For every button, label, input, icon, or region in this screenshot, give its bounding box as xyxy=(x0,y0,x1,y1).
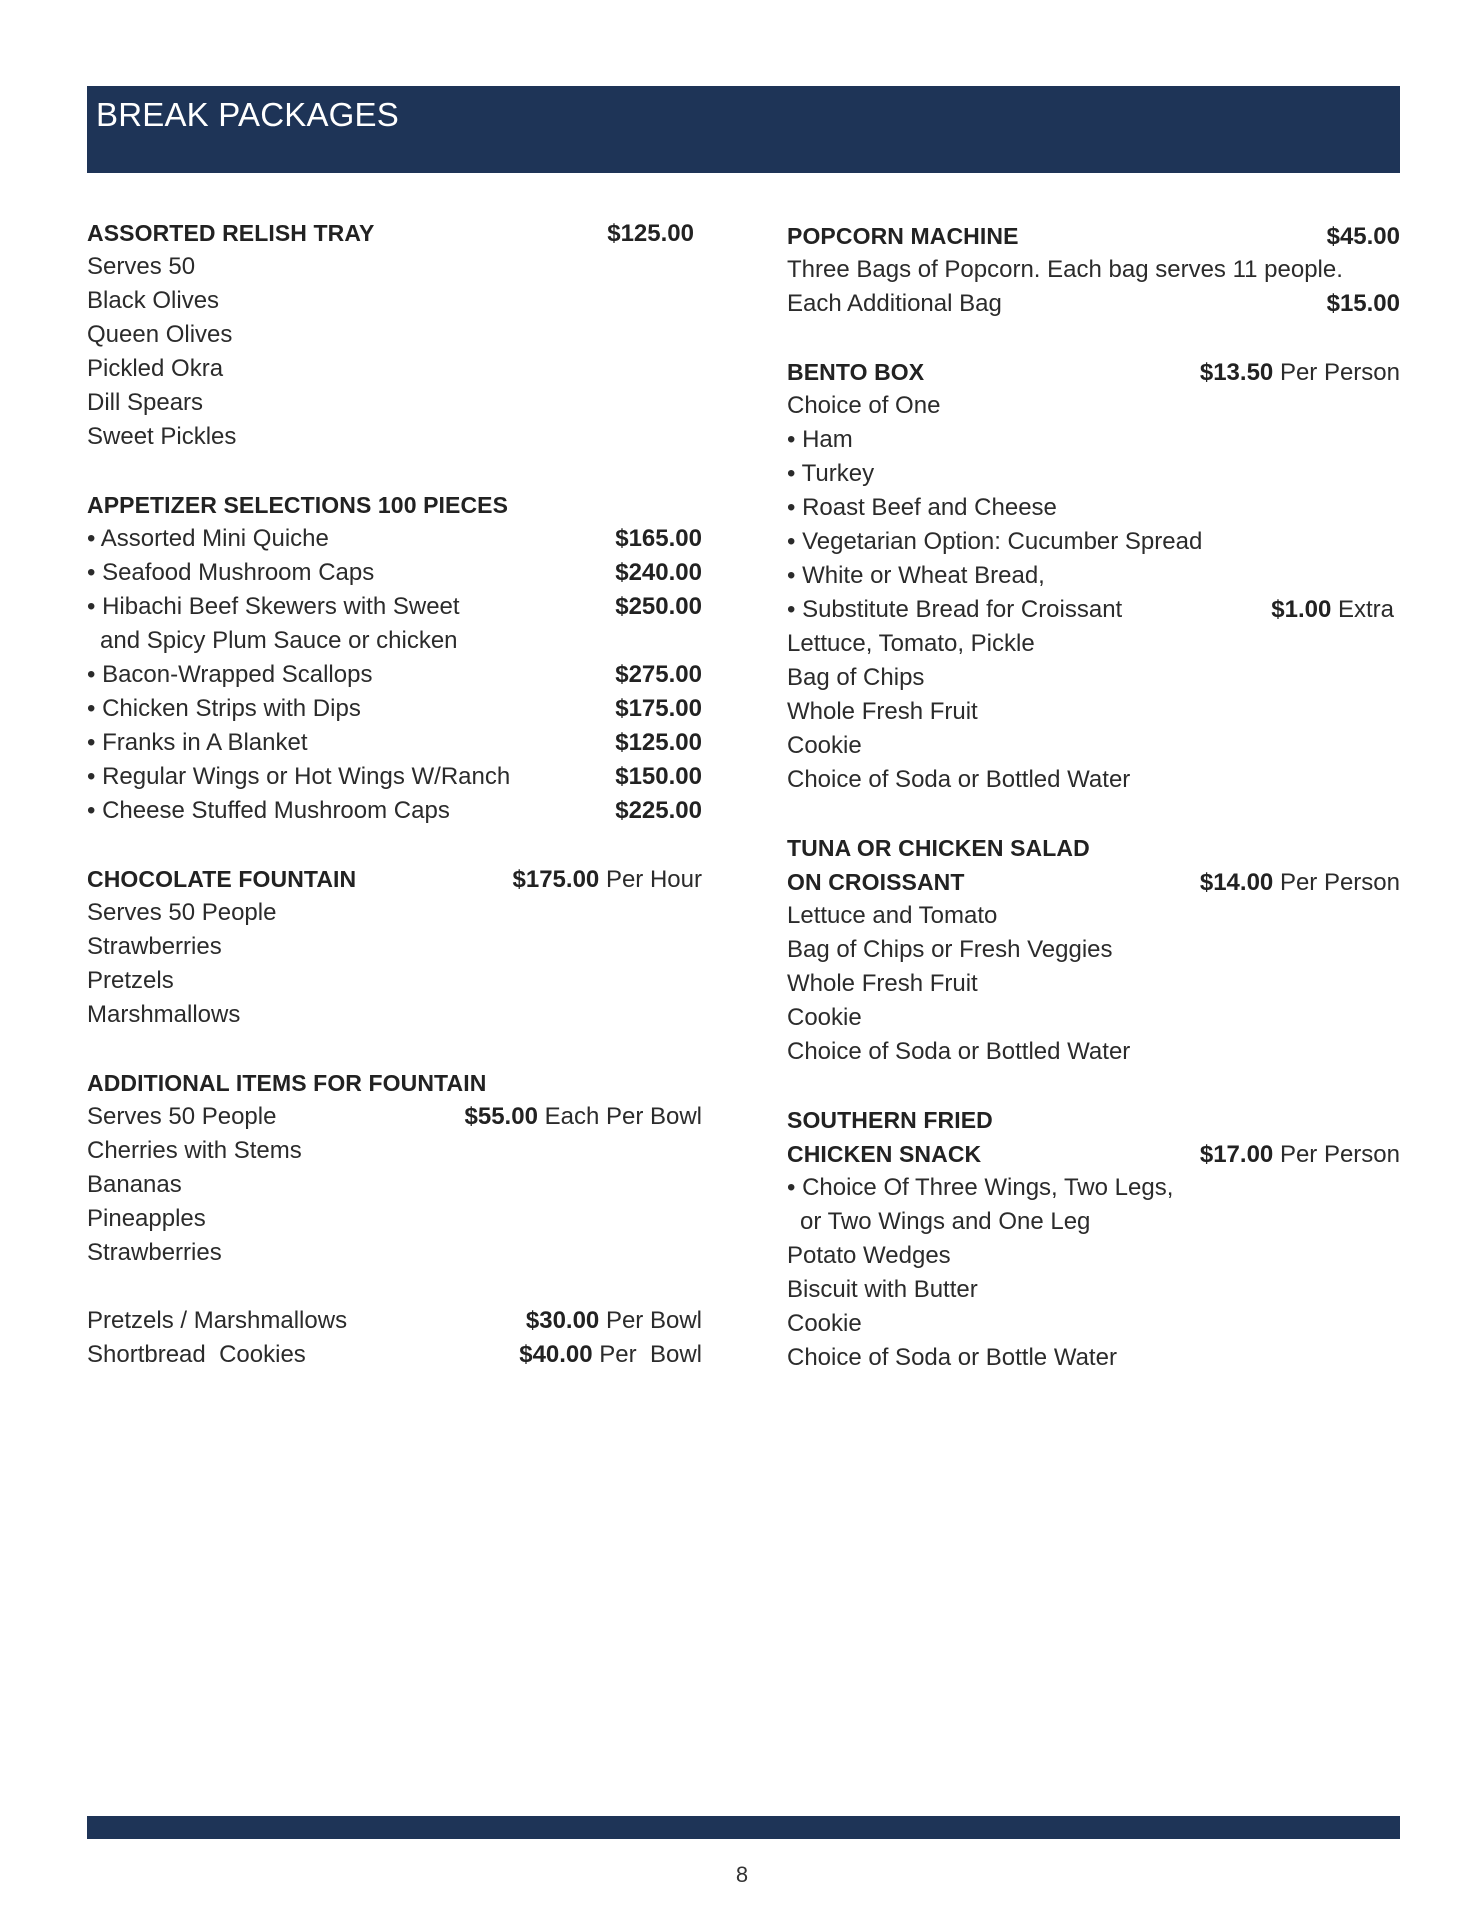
list-item: Cookie xyxy=(787,732,862,759)
extra-unit: Per Bowl xyxy=(599,1341,702,1368)
tuna-unit: Per Person xyxy=(1279,869,1400,896)
list-item: Serves 50 People xyxy=(87,899,277,926)
extra-price: $40.00 xyxy=(519,1341,593,1368)
popcorn-title: POPCORN MACHINE xyxy=(787,223,1019,249)
header-bar xyxy=(87,86,1400,173)
appetizer-row xyxy=(87,556,702,590)
bento-substitute-unit: Extra xyxy=(1337,596,1394,623)
list-item: • Ham xyxy=(787,426,853,453)
footer-bar xyxy=(87,1816,1400,1839)
bento-intro: Choice of One xyxy=(787,392,941,419)
list-item: Choice of Soda or Bottled Water xyxy=(787,766,1131,793)
appetizer-row xyxy=(87,760,702,794)
section-chocolate-fountain xyxy=(87,862,702,1032)
extra-price: $30.00 xyxy=(525,1307,600,1334)
section-relish-tray xyxy=(87,216,702,454)
list-item: • Vegetarian Option: Cucumber Spread xyxy=(787,528,1203,555)
additional-unit: Each Per Bowl xyxy=(544,1103,702,1130)
appetizer-row xyxy=(87,658,702,692)
list-item: • White or Wheat Bread, xyxy=(787,562,1045,589)
popcorn-extra-row xyxy=(787,287,1400,321)
list-item: Potato Wedges xyxy=(787,1242,951,1269)
list-item-continuation: or Two Wings and One Leg xyxy=(800,1208,1091,1235)
popcorn-extra-label: Each Additional Bag xyxy=(787,290,1002,317)
bento-unit: Per Person xyxy=(1279,359,1400,386)
appetizer-label: • Chicken Strips with Dips xyxy=(87,695,361,722)
appetizer-row xyxy=(87,692,702,726)
list-item: Strawberries xyxy=(87,1239,222,1266)
appetizer-label: • Bacon-Wrapped Scallops xyxy=(87,661,373,688)
appetizer-price: $165.00 xyxy=(615,525,702,552)
list-item: Queen Olives xyxy=(87,321,233,348)
list-item: Black Olives xyxy=(87,287,220,314)
section-appetizers xyxy=(87,488,702,828)
list-item: Dill Spears xyxy=(87,389,204,416)
appetizer-price: $175.00 xyxy=(615,695,702,722)
bento-heading-row xyxy=(787,355,1400,389)
bento-title: BENTO BOX xyxy=(787,359,925,385)
section-additional-items xyxy=(87,1066,702,1372)
chicken-heading-row xyxy=(787,1137,1400,1171)
appetizer-label: • Franks in A Blanket xyxy=(87,729,308,756)
left-column xyxy=(87,216,702,1372)
list-item: Biscuit with Butter xyxy=(787,1276,978,1303)
page-title: BREAK PACKAGES xyxy=(96,96,399,133)
bento-substitute-label: • Substitute Bread for Croissant xyxy=(787,596,1123,623)
appetizer-price: $150.00 xyxy=(615,763,702,790)
extra-row xyxy=(87,1304,702,1338)
list-item: Bag of Chips or Fresh Veggies xyxy=(787,936,1113,963)
bento-substitute-row xyxy=(787,593,1400,627)
appetizers-title: APPETIZER SELECTIONS 100 PIECES xyxy=(87,492,509,518)
appetizer-row xyxy=(87,522,702,556)
popcorn-description: Three Bags of Popcorn. Each bag serves 11 people. xyxy=(787,256,1343,283)
list-item: Choice of Soda or Bottled Water xyxy=(787,1038,1131,1065)
relish-heading-row xyxy=(87,216,702,250)
tuna-heading-row xyxy=(787,865,1400,899)
appetizer-price: $250.00 xyxy=(615,593,702,620)
list-item: Serves 50 xyxy=(87,253,196,280)
fountain-price: $175.00 xyxy=(512,866,600,893)
section-tuna-chicken-salad xyxy=(787,831,1400,1069)
extra-label: Pretzels / Marshmallows xyxy=(87,1307,348,1334)
extra-unit: Per Bowl xyxy=(605,1307,702,1334)
appetizer-label: • Seafood Mushroom Caps xyxy=(87,559,375,586)
list-item: Pretzels xyxy=(87,967,174,994)
appetizer-row xyxy=(87,794,702,828)
fountain-heading-row xyxy=(87,862,702,896)
relish-price: $125.00 xyxy=(607,220,694,247)
extra-row xyxy=(87,1338,702,1372)
section-bento-box xyxy=(787,355,1400,797)
appetizer-row xyxy=(87,590,702,624)
chicken-unit: Per Person xyxy=(1279,1141,1400,1168)
section-popcorn xyxy=(787,219,1400,321)
appetizer-continuation: and Spicy Plum Sauce or chicken xyxy=(100,627,458,654)
appetizer-price: $125.00 xyxy=(615,729,702,756)
list-item: Sweet Pickles xyxy=(87,423,237,450)
popcorn-price: $45.00 xyxy=(1326,223,1400,250)
list-item: Cookie xyxy=(787,1310,862,1337)
appetizer-label: • Hibachi Beef Skewers with Sweet xyxy=(87,593,460,620)
list-item: Marshmallows xyxy=(87,1001,241,1028)
list-item: Choice of Soda or Bottle Water xyxy=(787,1344,1117,1371)
list-item: Cherries with Stems xyxy=(87,1137,302,1164)
list-item: • Turkey xyxy=(787,460,875,487)
list-item: Whole Fresh Fruit xyxy=(787,970,978,997)
list-item: • Choice Of Three Wings, Two Legs, xyxy=(787,1174,1174,1201)
list-item: Pineapples xyxy=(87,1205,206,1232)
list-item: • Roast Beef and Cheese xyxy=(787,494,1057,521)
tuna-title-line-2: ON CROISSANT xyxy=(787,869,965,895)
bento-price: $13.50 xyxy=(1199,359,1274,386)
list-item: Strawberries xyxy=(87,933,222,960)
list-item: Whole Fresh Fruit xyxy=(787,698,978,725)
popcorn-extra-price: $15.00 xyxy=(1326,290,1400,317)
extra-label: Shortbread Cookies xyxy=(87,1341,306,1368)
list-item: Lettuce and Tomato xyxy=(787,902,998,929)
list-item: Cookie xyxy=(787,1004,862,1031)
chicken-title-line-1: SOUTHERN FRIED xyxy=(787,1107,993,1133)
tuna-price: $14.00 xyxy=(1199,869,1274,896)
appetizer-label: • Assorted Mini Quiche xyxy=(87,525,329,552)
list-item: Lettuce, Tomato, Pickle xyxy=(787,630,1035,657)
fountain-title: CHOCOLATE FOUNTAIN xyxy=(87,866,357,892)
tuna-title-line-1: TUNA OR CHICKEN SALAD xyxy=(787,835,1090,861)
chicken-price: $17.00 xyxy=(1199,1141,1274,1168)
list-item: Pickled Okra xyxy=(87,355,224,382)
fountain-unit: Per Hour xyxy=(605,866,702,893)
chicken-title-line-2: CHICKEN SNACK xyxy=(787,1141,982,1167)
additional-price: $55.00 xyxy=(464,1103,538,1130)
page-number: 8 xyxy=(735,1862,749,1887)
appetizer-label: • Regular Wings or Hot Wings W/Ranch xyxy=(87,763,511,790)
right-column xyxy=(787,219,1400,1375)
appetizer-label: • Cheese Stuffed Mushroom Caps xyxy=(87,797,450,824)
appetizer-price: $240.00 xyxy=(615,559,702,586)
popcorn-heading-row xyxy=(787,219,1400,253)
list-item: Bag of Chips xyxy=(787,664,925,691)
appetizer-row xyxy=(87,726,702,760)
list-item: Bananas xyxy=(87,1171,182,1198)
additional-first: Serves 50 People xyxy=(87,1103,277,1130)
additional-title: ADDITIONAL ITEMS FOR FOUNTAIN xyxy=(87,1070,487,1096)
bento-substitute-price: $1.00 xyxy=(1271,596,1332,623)
section-southern-fried-chicken xyxy=(787,1103,1400,1375)
appetizer-price: $275.00 xyxy=(615,661,702,688)
additional-first-row xyxy=(87,1100,702,1134)
appetizer-price: $225.00 xyxy=(615,797,702,824)
relish-title: ASSORTED RELISH TRAY xyxy=(87,220,375,246)
